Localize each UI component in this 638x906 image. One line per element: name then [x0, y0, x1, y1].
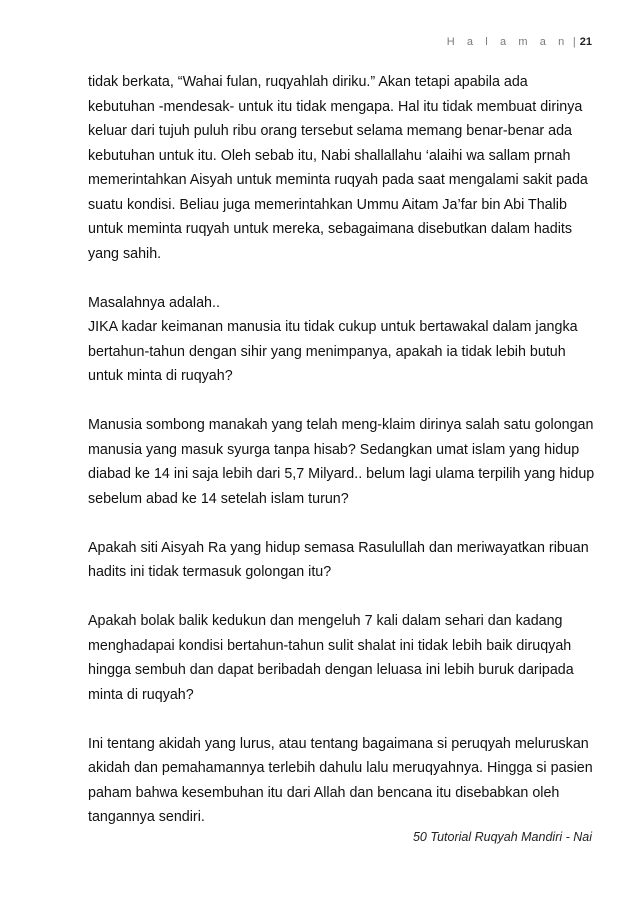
paragraph-jika: JIKA kadar keimanan manusia itu tidak cukup untuk bertawakal dalam jangka bertahun-tahun dengan sihir yang menimpanya, apakah ia tidak lebih butuh untuk minta di ruqyah? — [88, 319, 578, 384]
paragraph-spacer — [88, 585, 598, 610]
page-number: 21 — [579, 36, 592, 48]
page-footer: 50 Tutorial Ruqyah Mandiri - Nai — [412, 830, 592, 844]
paragraph-spacer — [88, 389, 598, 414]
paragraph-aisyah: Apakah siti Aisyah Ra yang hidup semasa Rasulullah dan meriwayatkan ribuan hadits ini tidak termasuk golongan itu? — [88, 539, 589, 580]
document-body — [88, 70, 598, 830]
paragraph-spacer — [88, 707, 598, 732]
paragraph-dukun: Apakah bolak balik kedukun dan mengeluh 7 kali dalam sehari dan kadang menghadapai kondisi bertahun-tahun sulit shalat ini tidak lebih baik diruqyah hingga sembuh dan dapat beribadah dengan leluasa ini lebih buruk daripada minta di ruqyah? — [88, 613, 574, 703]
paragraph-manusia-sombong: Manusia sombong manakah yang telah meng-klaim dirinya salah satu golongan manusia yang masuk syurga tanpa hisab? Sedangkan umat islam yang hidup diabad ke 14 ini saja lebih dari 5,7 Milyard.. belum lagi ulama terpilih yang hidup sebelum abad ke 14 setelah islam turun? — [88, 417, 595, 507]
paragraph-akidah: Ini tentang akidah yang lurus, atau tentang bagaimana si peruqyah meluruskan akidah dan pemahamannya terlebih dahulu lalu meruqyahnya. Hingga si pasien paham bahwa kesembuhan itu dari Allah dan bencana itu disebabkan oleh tangannya sendiri. — [88, 735, 593, 825]
paragraph-spacer — [88, 511, 598, 536]
paragraph-continuation: tidak berkata, “Wahai fulan, ruqyahlah diriku.” Akan tetapi apabila ada kebutuhan -mendesak- untuk itu tidak mengapa. Hal itu tidak membuat dirinya keluar dari tujuh puluh ribu orang tersebut selama memang benar-benar ada kebutuhan untuk itu. Oleh sebab itu, Nabi shallallahu ‘alaihi wa sallam prnah memerintahkan Aisyah untuk meminta ruqyah pada saat mengalami sakit pada suatu kondisi. Beliau juga memerintahkan Ummu Aitam Ja’far bin Abi Thalib untuk meminta ruqyah untuk mereka, sebagaimana disebutkan dalam hadits yang sahih. — [88, 74, 588, 262]
page-separator: | — [572, 36, 576, 48]
page-header — [447, 36, 592, 48]
paragraph-masalah: Masalahnya adalah.. — [88, 294, 220, 311]
paragraph-spacer — [88, 266, 598, 291]
page-label: H a l a m a n — [446, 36, 569, 48]
